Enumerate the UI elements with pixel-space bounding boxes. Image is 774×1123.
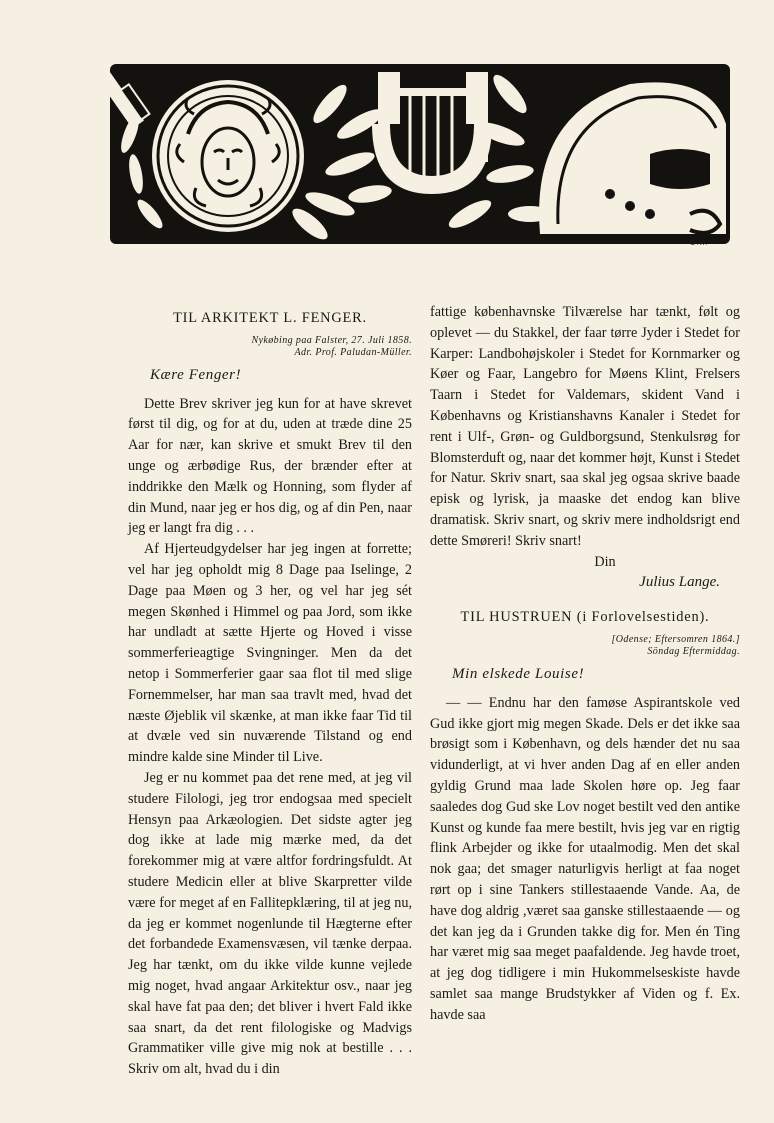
artist-signature: G.H.: [690, 240, 709, 247]
letter1-paragraph-1: Dette Brev skriver jeg kun for at have skrevet først til dig, og for at du, uden at træde dine 25 Aar for nær, kan skrive et smukt Brev til den unge og ærbødige Rus, der brænder efter at inddrikke den Mælk og Honning, som flyder af din Mund, naar jeg er hos dig, og af din Pen, naar jeg er langt fra dig . . .: [128, 395, 412, 537]
letter1-place: Nykøbing paa Falster, 27. Juli 1858.: [251, 334, 412, 346]
letter1-paragraph-2: Af Hjerteudgydelser har jeg ingen at forrette; vel har jeg opholdt mig 8 Dage paa Iselinge, 2 Dage paa Møen og 3 her, og vel har jeg sét megen Skønhed i Himmel og paa Jord, som ikke har undladt at sætte Hjerte og Hoved i visse sommerferieagtige Svingninger. Men da det netop i Sommerferier gaar saa flot til med slige Fornemmelser, har man saa travlt med, hvad det næste Øjeblik vil skænke, at man ikke faar Tid til at dvæle ved sin nuværende Tilstand og end mindre kalde sine Minder til Live.: [128, 541, 412, 766]
letter1-paragraph-3: Jeg er nu kommet paa det rene med, at jeg vil studere Filologi, jeg tror endogsaa med specielt Hensyn paa Arkæologien. Det sidste agter jeg dog ikke at lade mig mærke med, da det forekommer mig at være altfor fordringsfuldt. At studere Medicin eller at blive Skarpretter vilde være for meget af en Fallitерklæring, til at jeg nu, da jeg er kommet nogenlunde til Hægterne efter det forbandede Examensvæsen, vil tænke derpaa. Jeg har tænkt, om du ikke vilde kunne vejlede mig noget, hvad angaar Arkitektur osv., naar jeg skal have fat paa den; det bliver i hvert Fald ikke saa snart, da det rent filologiske og Madvigs Grammatiker ville give mig nok at bestille . . . Skriv om alt, hvad du i din: [128, 769, 412, 1078]
letter1-heading: TIL ARKITEKT L. FENGER.: [173, 310, 367, 326]
letter2-time: Söndag Eftermiddag.: [647, 645, 740, 657]
letter1-paragraph-3-continued: fattige københavnske Tilværelse har tænkt, følt og oplevet — du Stakkel, der faar tørre Jyder i Stedet for Karper: Landbohøjskoler i Stedet for Kornmarker og Køer og Faar, Langebro for Møens Klint, Frelsers Taarn i Stedet for Valdemars, skident Vand i Københavns og Kristianshavns Kanaler i Stedet for rent i Ulf-, Grøn- og Guldborgsund, Stenkulsrøg for Blomsterduft og, naar det kommer højt, Kunst i Stedet for Natur. Skriv snart, saa skal jeg ogsaa skrive baade episk og lyrisk, ja maaske det endog kan blive dramatisk. Skriv snart, og skriv mere indholdsrigt end dette Smøreri! Skriv snart!: [430, 304, 740, 549]
medusa-medallion-icon: [152, 80, 304, 232]
left-column: [128, 302, 412, 1080]
letter2-place: [Odense; Eftersomren 1864.]: [611, 633, 740, 645]
letter1-address: Adr. Prof. Paludan-Müller.: [294, 346, 412, 358]
right-column: [430, 302, 740, 1026]
letter1-salutation: Kære Fenger!: [150, 366, 242, 383]
letter2-salutation: Min elskede Louise!: [452, 665, 585, 682]
letter1-closing: Din: [594, 553, 616, 570]
decorative-vignette: [110, 64, 730, 244]
letter1-signature: Julius Lange.: [639, 574, 720, 591]
letter2-paragraph: — — Endnu har den famøse Aspirantskole ved Gud ikke gjort mig megen Skade. Dels er det ikke saa brøsigt som i København, og dels hænder det nu saa vidunderligt, at vi hver anden Dag af en eller anden gyldig Grund maa lade Skolen høre op. Jeg faar saaledes dog Gud ske Lov noget bestilt ved den antike Kunst og kunde faa mere bestilt, hvis jeg var en rigtig flink Arbejder og ikke for utaalmodig. Men det skal nok gaa; det smager naturligvis herligt at faa noget rørt op i sine Tankers stillestaaende Vande. Aa, de have dog aldrig ,været saa ganske stillestaaende — og det kan jeg da i Grunden takke dig for. Men én Ting har været mig saa meget paafaldende. Jeg havde troet, at jeg dog tidligere i min Hukommelseskiste havde samlet saa mange Brudstykker af Viden og f. Ex. havde saa: [430, 694, 740, 1023]
lyre-icon: [372, 72, 492, 194]
letter2-heading: TIL HUSTRUEN (i Forlovelsestiden).: [460, 609, 710, 626]
